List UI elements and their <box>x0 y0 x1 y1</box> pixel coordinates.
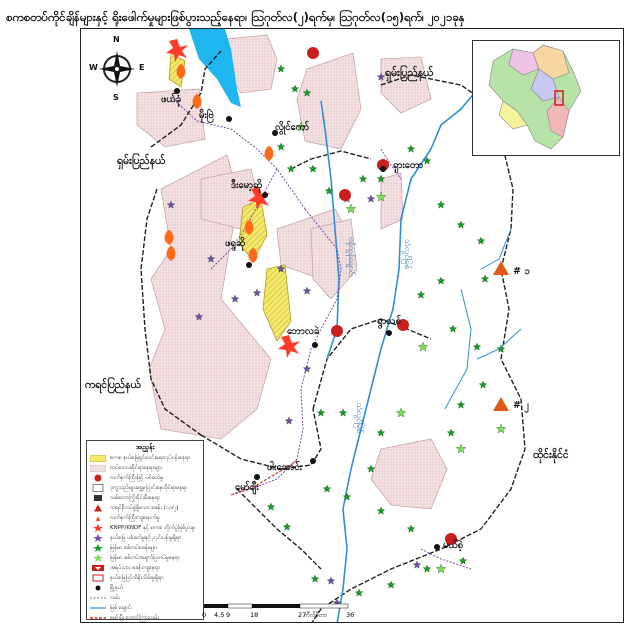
legend-label: ကရင်နီတပ်ဖွဲ့ရှိသော စခန်း (၁၁/၂) <box>110 505 179 511</box>
legend-item <box>90 593 203 603</box>
legend-item <box>90 573 203 583</box>
river-label: သံလွင်မြစ် <box>355 403 364 434</box>
place-label: ဒီးမော့ဆို <box>231 180 263 191</box>
military-camp-star <box>277 65 285 72</box>
legend-symbol <box>90 504 106 512</box>
legend-label: သစ်တောကြိုးဝိုင်းစီးနေရာ <box>110 495 160 501</box>
military-camp-star <box>447 429 455 436</box>
town-dot <box>246 262 252 268</box>
legend-symbol <box>90 484 106 492</box>
military-camp-star <box>287 165 295 172</box>
legend-symbol <box>90 564 106 572</box>
town-dot <box>312 342 318 348</box>
military-camp-star <box>291 85 299 92</box>
legend-label: အရပ်သား စခန်းကျနေရာ <box>110 565 161 571</box>
town-dot <box>380 166 386 172</box>
abuse-incident-star <box>303 287 311 294</box>
state-boundary <box>311 75 525 623</box>
legend-label: နယ်မြေ ပစ်ခတ်မှုနှင့် ညှင်းပန်းမှုရှိရာ <box>110 535 182 541</box>
military-camp-star <box>449 325 457 332</box>
legend-item <box>90 513 203 523</box>
scale-tick-label: 4.5 <box>214 611 225 619</box>
abuse-incident-star <box>413 561 421 568</box>
legend-label: လက်နက်ကြီးကျရောက်မှု <box>110 515 160 521</box>
legend-symbol <box>90 464 106 472</box>
military-camp-star <box>387 581 395 588</box>
river-label: ဗန်ထွန်ချောင်း <box>347 237 356 278</box>
place-label: မယ်စဲ့ <box>443 540 463 551</box>
forest-zone <box>381 173 403 229</box>
scale-tick-label: 27 <box>298 611 307 619</box>
legend-label: မြို့နယ် <box>110 585 124 591</box>
military-post-star <box>496 424 506 433</box>
township-boundary <box>313 319 431 409</box>
military-camp-star <box>377 429 385 436</box>
place-label: မိုးဗြဲ <box>199 110 214 121</box>
legend-label: လမ်း <box>110 595 120 601</box>
military-camp-star <box>277 143 285 150</box>
military-camp-star <box>457 221 465 228</box>
legend-symbol <box>90 524 106 532</box>
scale-tick-label: 0 <box>202 611 207 619</box>
military-camp-star <box>473 343 481 350</box>
region-label: ရှမ်းပြည်နယ် <box>385 67 434 79</box>
river <box>445 289 471 409</box>
military-camp-star <box>359 175 367 182</box>
compass-south: S <box>113 93 119 102</box>
legend-item <box>90 473 203 483</box>
military-camp-star <box>267 503 275 510</box>
incident-label: # ၂ <box>513 400 529 411</box>
place-label: ရှားတော <box>393 160 424 171</box>
compass-west: W <box>89 63 98 72</box>
military-camp-star <box>323 485 331 492</box>
compass-north: N <box>113 35 120 44</box>
military-camp-star <box>377 507 385 514</box>
legend-symbol <box>90 474 106 482</box>
legend-label: လက်နက်ကြီးဖြင့် ပစ်ခတ်မှု <box>110 475 164 481</box>
abuse-incident-star <box>303 365 311 372</box>
region-label: ရှမ်းပြည်နယ် <box>117 155 166 167</box>
abuse-incident-star <box>253 289 261 296</box>
river <box>477 329 521 359</box>
inset-map <box>472 40 620 156</box>
legend-title: အညွှန်း <box>135 443 155 451</box>
incident-label: # ၁ <box>513 266 530 277</box>
township-boundary <box>291 151 371 169</box>
scale-tick-label: 36 <box>346 611 355 619</box>
town-dot <box>434 544 440 550</box>
military-camp-star <box>497 345 505 352</box>
compass-rose <box>99 51 135 87</box>
legend-label: စကစ နယ်မြေရှင်းလင်းရေးလုပ်ငန်းနေရာ <box>110 455 191 461</box>
military-camp-star <box>311 575 319 582</box>
place-label: လွိုင်ကော် <box>275 122 309 133</box>
place-label: ဖယ်ခုံ <box>161 94 181 105</box>
legend-item <box>90 453 203 463</box>
refugee-camp-icon <box>307 47 319 59</box>
military-post-star <box>418 342 428 351</box>
legend-label: တပ်ဒေသဆိုင်ရာနေရာများ <box>110 465 163 471</box>
legend-item <box>90 533 203 543</box>
scale-tick-label: 18 <box>250 611 259 619</box>
military-camp-star <box>477 237 485 244</box>
legend-symbol <box>90 534 106 542</box>
military-camp-star <box>317 409 325 416</box>
legend-symbol <box>90 514 106 522</box>
forest-zone <box>381 57 434 113</box>
military-camp-star <box>479 381 487 388</box>
legend-items <box>87 453 203 623</box>
legend-symbol <box>90 494 106 502</box>
town-dot <box>226 116 232 122</box>
town-dot <box>262 192 268 198</box>
legend-symbol <box>90 454 106 462</box>
legend-symbol <box>90 614 106 622</box>
legend-symbol <box>90 604 106 612</box>
military-post-star <box>456 444 466 453</box>
legend-item <box>90 493 203 503</box>
military-camp-star <box>437 201 445 208</box>
legend-label: မော်ချီး တောင်ကြားလမ်း <box>110 615 159 621</box>
place-label: ဖရူဆို <box>225 238 246 249</box>
town-dot <box>254 474 260 480</box>
scale-unit-label: ကီလိုမီတာ <box>304 612 328 619</box>
military-camp-star <box>355 589 363 596</box>
abuse-incident-star <box>327 577 335 584</box>
military-camp-star <box>459 557 467 564</box>
forest-zone <box>371 439 447 509</box>
legend-item <box>90 503 203 513</box>
region-label: ထိုင်းနိုင်ငံ <box>533 449 569 461</box>
triangle-icon <box>493 261 509 275</box>
military-post-star <box>396 408 406 417</box>
legend-symbol <box>90 544 106 552</box>
legend-item <box>90 613 203 623</box>
refugee-camp-icon <box>339 189 351 201</box>
place-label: ဖါးဆောင်း <box>267 462 303 473</box>
town-dot <box>310 458 316 464</box>
fire-icon <box>265 146 274 161</box>
incident-triangles <box>493 261 509 411</box>
legend-label: KNPP/KNDF နှင့် စကစ တိုက်ပွဲဖြစ်ပွားမှု <box>110 525 196 531</box>
military-camp-star <box>339 409 347 416</box>
township-boundary <box>237 489 321 569</box>
place-label: မော်ချီး <box>235 482 259 493</box>
legend-item <box>90 563 203 573</box>
legend-item <box>90 553 203 563</box>
legend-item <box>90 523 203 533</box>
scale-bar <box>204 602 354 622</box>
legend-item <box>90 543 203 553</box>
place-label: ဘောလခဲ <box>287 326 320 337</box>
forest-zones <box>137 35 447 509</box>
military-post-star <box>436 564 446 573</box>
legend-symbol <box>90 584 106 592</box>
military-camp-star <box>423 565 431 572</box>
map-title: စကစတပ်ကိုင်ချိန်များနှင့် ရိုးဖေါက်မှုများဖြစ်ပွားသည့်နေရာ၊ ဩဂုတ်လ(၂)ရက်မှ၊ ဩဂုတ်လ(၁၅)ရက်၊ ၂၀၂၁ခုနှ <box>6 10 465 24</box>
region-label: ကရင်ပြည်နယ် <box>85 379 141 391</box>
legend-label: မြန်မာ စစ်တပ်အချက်ပြတပ်မှုနေရာ <box>110 555 181 561</box>
abuse-incident-star <box>367 195 375 202</box>
inset-map-canvas <box>473 41 619 155</box>
legend-item <box>90 583 203 593</box>
legend-symbol <box>90 554 106 562</box>
military-camp-star <box>309 165 317 172</box>
scale-tick-label: 9 <box>226 611 231 619</box>
compass-east: E <box>139 63 145 72</box>
military-camp-star <box>437 277 445 284</box>
military-camp-star <box>283 523 291 530</box>
legend-label: မြစ် ချောင်း <box>110 605 133 611</box>
town-dot <box>386 330 392 336</box>
triangle-icon <box>493 397 509 411</box>
military-camp-star <box>407 145 415 152</box>
legend-item <box>90 483 203 493</box>
military-camp-star <box>407 525 415 532</box>
legend-symbol <box>90 594 106 602</box>
refugee-camp-icon <box>331 325 343 337</box>
legend-item <box>90 463 203 473</box>
military-post-star <box>346 204 356 213</box>
legend-symbol <box>90 574 106 582</box>
legend-label: ဒုက္ခသည်များရွှေ့ပြောင်းနေထိုင်ရာနေရာ <box>110 485 188 491</box>
place-label: ရွာသစ် <box>377 316 401 327</box>
legend <box>86 440 207 621</box>
military-camp-star <box>481 275 489 282</box>
legend-item <box>90 603 203 613</box>
abuse-incident-star <box>285 417 293 424</box>
military-camp-star <box>457 401 465 408</box>
legend-label: မြန်မာ စစ်တပ်စခန်းများ <box>110 545 157 551</box>
legend-label: နယ်မြေပြင်ထိန်းသိမ်းမှုရှိရာ <box>110 575 164 581</box>
military-camp-star <box>417 291 425 298</box>
river-label: သံလွင်မြစ် <box>403 239 412 270</box>
abuse-incident-star <box>231 295 239 302</box>
